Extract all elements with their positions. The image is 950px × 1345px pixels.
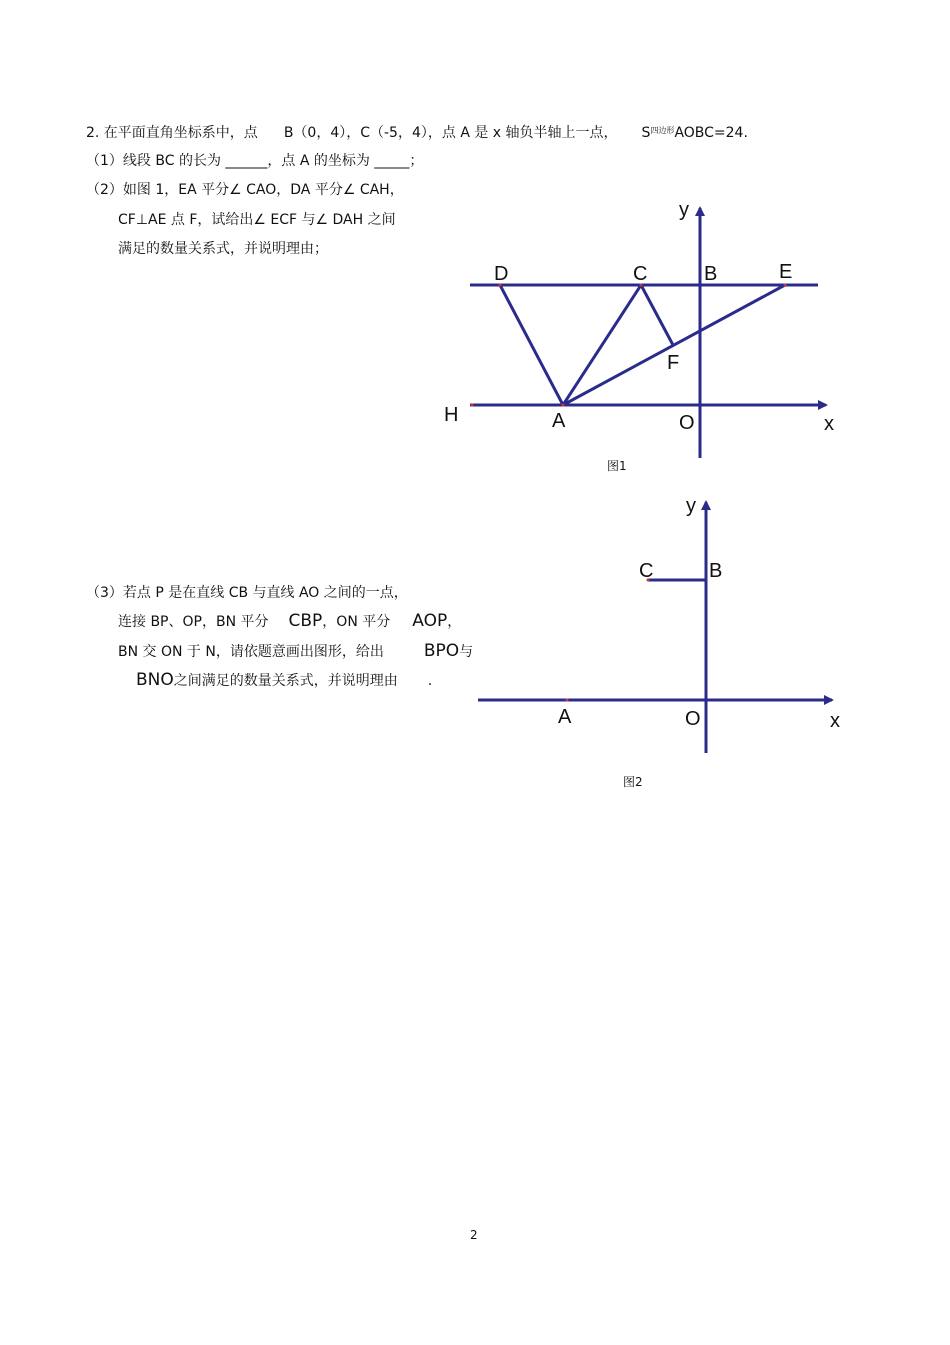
fig2-caption: 图2 (623, 775, 643, 789)
q3-line4-period: . (427, 673, 433, 689)
q3-line2-part-a: 连接 BP、OP，BN 平分 (118, 614, 269, 630)
figure-1 (470, 208, 826, 458)
area-value: AOBC=24. (674, 125, 748, 141)
fig1-label-d: D (494, 263, 509, 285)
problem-line1-part-a: 2. 在平面直角坐标系中，点 (86, 125, 258, 141)
fig2-label-c: C (639, 560, 654, 582)
fig1-label-x: x (824, 413, 834, 435)
fig1-segment-ca (563, 285, 641, 405)
page-number: 2 (470, 1228, 478, 1242)
fig1-point-a (562, 404, 565, 407)
fig1-label-h: H (444, 404, 459, 426)
q3-line3-part-a: BN 交 ON 于 N，请依题意画出图形，给出 (118, 644, 384, 660)
question-1: （1）线段 BC 的长为 ______，点 A 的坐标为 _____； (86, 153, 424, 169)
figure-2-points (566, 579, 650, 702)
q3-line2-part-e: ， (447, 614, 462, 630)
question-2-line-1: （2）如图 1，EA 平分∠ CAO，DA 平分∠ CAH， (86, 182, 404, 198)
fig2-label-x: x (830, 710, 840, 732)
figure-2 (478, 502, 832, 753)
fig2-label-o: O (685, 708, 701, 730)
fig1-label-f: F (667, 352, 680, 374)
q3-line3-part-c: 与 (459, 644, 474, 660)
q3-line2-part-c: ，ON 平分 (322, 614, 391, 630)
fig2-label-y: y (686, 495, 696, 517)
fig1-label-y: y (679, 199, 689, 221)
fig2-point-a (566, 699, 569, 702)
area-symbol: S (641, 125, 651, 141)
fig1-segment-cf (641, 285, 673, 345)
area-subscript: 四边形 (650, 126, 675, 135)
angle-bpo: BPO (423, 641, 460, 661)
q3-line4-part-b: 之间满足的数量关系式，并说明理由 (173, 673, 398, 689)
fig1-label-a: A (552, 410, 566, 432)
problem-line1-part-c: A 是 x 轴负半轴上一点， (460, 125, 618, 141)
fig1-caption: 图1 (607, 459, 627, 473)
question-2-line-3: 满足的数量关系式，并说明理由； (118, 241, 328, 257)
problem-line1-part-b: B（0，4），C（-5，4），点 (283, 125, 456, 141)
angle-cbp: CBP (288, 611, 323, 631)
angle-aop: AOP (412, 611, 448, 631)
fig2-label-a: A (558, 706, 572, 728)
question-3-line-1: （3）若点 P 是在直线 CB 与直线 AO 之间的一点， (86, 585, 408, 601)
fig1-point-h (471, 404, 474, 407)
question-2-line-2: CF⊥AE 点 F，试给出∠ ECF 与∠ DAH 之间 (118, 212, 396, 228)
fig1-segment-ae (563, 285, 785, 405)
fig1-segment-da (500, 285, 563, 405)
fig1-label-e: E (779, 261, 793, 283)
fig1-label-o: O (679, 412, 695, 434)
angle-bno: BNO (136, 670, 174, 690)
fig1-label-c: C (633, 263, 648, 285)
fig1-point-e (784, 284, 787, 287)
fig1-label-b: B (704, 263, 718, 285)
fig2-label-b: B (709, 560, 723, 582)
